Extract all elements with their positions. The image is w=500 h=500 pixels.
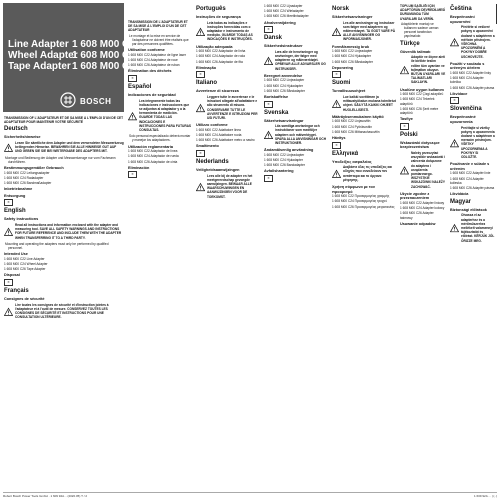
subheading: Ändamålsenlig användning — [264, 148, 314, 153]
subheading: Turvallisuusohjeet — [332, 89, 366, 94]
column-4: 1 608 M00 C22 Lijnadapter 1 608 M00 C24 Wieladapter 1 608 M00 C26 Meetlintadapter Afvalverwijdering ✕ Dansk Sikkerhedsinstrukser Læs alle de henvisninger og anvisninger, der følger med adapteren og måleværktøjet. OPBEVAR ALLE ADVARSLER OG INSTRUKSER. Beregnet anvendelse 1 608 M00 C22 Linjeadapter 1 608 M00 C24 Hjuladapter 1 608 M00 C26 Båndadapter Bortskaffelse ✕ Svenska Säkerhetsanvisningar Läs samtliga anvisningar och instruktioner som medföljer adaptern och mätverktyget. SPARA ALLA ANVISNINGAR OCH INSTRUKTIONER. Ändamålsenlig användning 1 608 M00 C22 Linjeadapter 1 608 M00 C24 Hjuladapter 1 608 M00 C26 Bandadapter Avfallshantering ✕ — [264, 4, 326, 181]
warning-triangle-icon — [332, 165, 341, 183]
section-heading-suomi: Suomi — [332, 80, 351, 87]
section-heading-dansk: Dansk — [264, 35, 283, 42]
section-heading-italiano: Italiano — [196, 80, 218, 87]
subheading: Sikkerhetsanvisninger — [332, 15, 373, 19]
subheading: Bezpečnostné upozornenia — [450, 115, 476, 124]
footer-left: Robert Bosch Power Tools GmbH · 1 609 92A... (2020.05) T / 2 — [3, 494, 88, 498]
subheading: Biztonsági előírások — [450, 207, 487, 212]
subheading: Utilisation conforme — [128, 48, 165, 53]
section-heading-deutsch: Deutsch — [4, 126, 28, 133]
subheading: Tasfiye — [400, 117, 413, 122]
subheading: Beregnet anvendelse — [264, 73, 303, 78]
column-3: Português Instruções de segurança Leia todas as indicações e instruções fornecidas com o adaptador e instrumento de medição. GUARDE TODAS AS INDICAÇÕES E INSTRUÇÕES. Utilização adequada 1 608 M00 C22 Adaptador de linha 1 608 M00 C24 Adaptador de roda 1 608 M00 C26 Adaptador de fita Eliminação ✕ Italiano Avvertenze di sicurezza Leggere tutte le avvertenze e le istruzioni allegate all'adattatore e allo strumento di misura. CONSERVARE TUTTE LE AVVERTENZE E ISTRUZIONI PER USI FUTURI. Utilizzo conforme 1 608 M00 C22 Adattatore linea 1 608 M00 C24 Adattatore ruota 1 608 M00 C26 Adattatore metro a nastro Smaltimento ✕ Nederlands Veiligheidsaanwijzingen Lees alle bij de adapter en het meetgereedschap gevoegde aanwijzingen. BEWAAR ALLE WAARSCHUWINGEN EN AANWIJZINGEN VOOR DE TOEKOMST. — [196, 4, 260, 490]
subheading: Entsorgung — [4, 193, 26, 198]
recycle-bin-icon: ✕ — [400, 123, 409, 130]
subheading: Güvenlik talimatı — [400, 49, 431, 54]
subheading: Utilización reglamentaria — [128, 144, 173, 149]
warning-triangle-icon — [450, 25, 459, 60]
subheading: Consignes de sécurité — [4, 297, 45, 302]
subheading: Deponering — [332, 65, 354, 70]
subheading: Indicaciones de seguridad — [128, 93, 176, 98]
subheading: Používanie v súlade s určením — [450, 162, 490, 171]
section-heading-norsk: Norsk — [332, 6, 350, 12]
warning-triangle-icon — [4, 141, 13, 155]
title-line-3: Tape Adapter1 608 M00 C26 — [8, 61, 141, 72]
bosch-logo-icon — [60, 92, 76, 108]
subheading: Inbetriebnahme — [4, 187, 33, 192]
section-heading-magyar: Magyar — [450, 198, 472, 205]
subheading: Bezpečnostní upozornění — [450, 15, 475, 24]
warning-triangle-icon — [196, 21, 205, 43]
subheading: Wskazówki dotyczące bezpieczeństwa — [400, 140, 440, 150]
subheading: Formålsmessig bruk — [332, 44, 370, 49]
recycle-bin-icon: ✕ — [128, 75, 137, 82]
subheading: Likvidace — [450, 91, 468, 96]
warning-triangle-icon — [4, 303, 13, 321]
section-heading-portugues: Português — [196, 6, 226, 12]
subheading: Avvertenze di sicurezza — [196, 89, 239, 94]
warning-triangle-icon — [196, 95, 205, 121]
subheading: Likvidácia — [450, 192, 469, 197]
warning-triangle-icon — [400, 151, 409, 190]
subheading: Utilizzo conforme — [196, 123, 228, 128]
section-heading-francais: Français — [4, 288, 29, 295]
subheading: Säkerhetsanvisningar — [264, 118, 304, 123]
brand-name: BOSCH — [80, 97, 112, 106]
subheading: Afvalverwijdering — [264, 20, 296, 25]
subheading: Bestimmungsgemäßer Gebrauch — [4, 166, 64, 171]
title-line-1: Line Adapter 1 608 M00 C22 — [8, 39, 141, 50]
subheading: Usulüne uygun kullanım — [400, 87, 444, 92]
subheading: Utilização adequada — [196, 44, 233, 49]
column-2: TRANSMISSION DE L'ADAPTATEUR ET DE SA MISE À L'EMPLOI D'UN DE CET ADAPTATEUR Le montage et la mise en service de l'adaptateur ne doivent être réalisés que par des personnes qualifiées. Utilisation conforme 1 608 M00 C22 Adaptateur de ligne laser 1 608 M00 C24 Adaptateur de roue 1 608 M00 C26 Adaptateur de ruban Élimination des déchets ✕ Español Indicaciones de seguridad Lea íntegramente todas las indicaciones e instrucciones que se adjuntan al adaptador y a la herramienta de medición. GUARDE TODAS LAS INDICACIONES E INSTRUCCIONES PARA FUTURAS CONSULTAS. Solo personal especializado deberá montar y manejar los adaptadores. Utilización reglamentaria 1 608 M00 C22 Adaptador de línea 1 608 M00 C24 Adaptador de rueda 1 608 M00 C26 Adaptador de cinta Eliminación ✕ — [128, 20, 192, 177]
recycle-bin-icon: ✕ — [332, 142, 341, 149]
recycle-bin-icon: ✕ — [4, 279, 13, 286]
section-heading-espanol: Español — [128, 84, 152, 91]
warning-triangle-icon — [332, 21, 341, 43]
subheading: Usuwanie odpadów — [400, 221, 436, 226]
subheading: Smaltimento — [196, 144, 219, 149]
column-5: Norsk Sikkerhetsanvisninger Les alle anvisninger og instrukser som følger med adapteren og måleverktøyet. TA GODT VARE PÅ ALLE ANVISNINGER OG INFORMASJONER. Formålsmessig bruk 1 608 M00 C22 Linjeadapter 1 608 M00 C24 Hjuladapter 1 608 M00 C26 Båndadapter Deponering ✕ Suomi Turvallisuusohjeet Lue kaikki sovittimen ja mittaustyökalun mukana toimitetut ohjeet. SÄILYTÄ KAIKKI OHJEET HUOLELLISESTI. Määräyksenmukainen käyttö 1 608 M00 C22 Linjasovitin 1 608 M00 C24 Pyöräsovitin 1 608 M00 C26 Mittanauhasovitin Hävitys ✕ Ελληνικά Υποδείξεις ασφαλείας Διαβάστε όλες τις υποδείξεις και οδηγίες που συνοδεύουν τον αντάπτορα και το όργανο μέτρησης. Χρήση σύμφωνα με τον προορισμό 1 608 M00 C22 Προσαρμογέας γραμμής 1 608 M00 C24 Προσαρμογέας τροχού 1 608 M00 C26 Προσαρμογέας μετροταινίας — [332, 6, 396, 209]
title-line-2: Wheel Adapter1 608 M00 C24 — [8, 50, 141, 61]
warning-triangle-icon — [128, 99, 137, 134]
section-heading-cestina: Čeština — [450, 6, 472, 12]
column-6: TOPLUM SAĞLIĞI İÇİN ADAPTÖRÜN DEVREDİLMESİ DURUMUNDA TÜM UYARILARI DA VERİN. Adaptörlerin montajı ve kullanımı sadece uzman personel tarafından yapılmalıdır. Türkçe Güvenlik talimatı Adaptör ve ölçme aleti ile birlikte teslim edilen tüm uyarıları ve talimatları okuyun. BÜTÜN UYARILARI VE TALİMATLARI SAKLAYIN. Usulüne uygun kullanım 1 608 M00 C22 Çizgi adaptörü 1 608 M00 C24 Tekerlek adaptörü 1 608 M00 C26 Şerit metre adaptörü Tasfiye ✕ Polski Wskazówki dotyczące bezpieczeństwa Należy przeczytać wszystkie wskazówki i zalecenia dołączone do adaptera i urządzenia pomiarowego. WSZYSTKIE WSKAZÓWKI NALEŻY ZACHOWAĆ. Użycie zgodne z przeznaczeniem 1 608 M00 C22 Adapter liniowy 1 608 M00 C24 Adapter kołowy 1 608 M00 C26 Adapter taśmowy Usuwanie odpadów — [400, 4, 446, 226]
section-heading-polski: Polski — [400, 131, 418, 138]
section-heading-ellinika: Ελληνικά — [332, 150, 359, 157]
column-1: TRANSMISSION OF L'ADAPTATEUR ET DE SA MISE À L'EMPLOI D'UN DE CET ADAPTATEUR POUR MAINTENIR VOTRE SÉCURITÉ Deutsch Sicherheitshinweise Lesen Sie sämtliche dem Adapter und dem verwendeten Messwerkzeug beiliegenden Hinweise. BEWAHREN SIE ALLE HINWEISE GUT AUF UND GEBEN SIE SIE BEI WEITERGABE DES ADAPTERS MIT. Montage und Bedienung der Adapter und Messwerkzeuge nur vom Fachmann durchführen. Bestimmungsgemäßer Gebrauch 1 608 M00 C22 Leitungsadapter 1 608 M00 C24 Radadapter 1 608 M00 C26 Bandmaßadapter Inbetriebnahme Entsorgung ✕ English Safety instructions Read all instructions and information enclosed with the adapter and measuring tool. SAVE ALL SAFETY WARNINGS AND INSTRUCTIONS FOR FUTURE REFERENCE AND INCLUDE THEM WITH THE ADAPTER WHEN TRANSFERRING IT TO A THIRD PARTY. Mounting and operating the adapters must only be performed by qualified personnel. Intended Use 1 608 M00 C22 Line Adapter 1 608 M00 C24 Wheel Adapter 1 608 M00 C26 Tape Adapter Disposal ✕ Français Consignes de sécurité Lire toutes les consignes de sécurité et d'instruction jointes à l'adaptateur et à l'outil de mesure. CONSERVEZ TOUTES LES CONSIGNES DE SÉCURITÉ ET INSTRUCTIONS POUR UNE CONSULTATION ULTÉRIEURE. — [4, 116, 124, 320]
recycle-bin-icon: ✕ — [196, 71, 205, 78]
subheading: Élimination des déchets — [128, 69, 172, 74]
subheading: Użycie zgodne z przeznaczeniem — [400, 191, 430, 201]
recycle-bin-icon: ✕ — [196, 150, 205, 157]
subheading: Sicherheitshinweise — [4, 135, 41, 140]
subheading: Safety instructions — [4, 217, 39, 222]
warning-block: Lesen Sie sämtliche dem Adapter und dem verwendeten Messwerkzeug beiliegenden Hinweise. BEWAHREN SIE ALLE HINWEISE GUT AUF UND GEBEN SIE SIE BEI WEITERGABE DES ADAPTERS MIT. — [4, 141, 124, 155]
subheading: Eliminación — [128, 165, 150, 170]
subheading: Χρήση σύμφωνα με τον προορισμό — [332, 185, 375, 194]
subheading: Disposal — [4, 273, 20, 278]
bullet-text: Montage und Bedienung der Adapter und Messwerkzeuge nur vom Fachmann durchführen. — [5, 155, 116, 164]
warning-triangle-icon — [196, 174, 205, 200]
warning-triangle-icon — [400, 55, 409, 85]
warning-triangle-icon — [450, 126, 459, 161]
section-heading-turkce: Türkçe — [400, 40, 420, 47]
caps-text: TRANSMISSION OF L'ADAPTATEUR ET DE SA MISE À L'EMPLOI D'UN DE CET ADAPTATEUR POUR MAINTENIR VOTRE SÉCURITÉ — [4, 116, 124, 125]
recycle-bin-icon: ✕ — [4, 199, 13, 206]
warning-block: Lire toutes les consignes de sécurité et d'instruction jointes à l'adaptateur et à l'outil de mesure. CONSERVEZ TOUTES LES CONSIGNES DE SÉCURITÉ ET INSTRUCTIONS POUR UNE CONSULTATION ULTÉRIEURE. — [4, 303, 124, 321]
warning-block: Read all instructions and information enclosed with the adapter and measuring tool. SAVE ALL SAFETY WARNINGS AND INSTRUCTIONS FOR FUTURE REFERENCE AND INCLUDE THEM WITH THE ADAPTER WHEN TRANSFERRING IT TO A THIRD PARTY. — [4, 223, 124, 241]
edge-marker — [496, 4, 497, 24]
warning-triangle-icon — [332, 95, 341, 113]
warning-triangle-icon — [264, 50, 273, 72]
subheading: Použití v souladu s určeným účelem — [450, 61, 485, 71]
disposal-note — [4, 279, 124, 286]
column-7: Čeština Bezpečnostní upozornění Přečtěte si veškeré pokyny a upozornění dodané s adaptérem a měřicím přístrojem. VŠECHNA UPOZORNĚNÍ A POKYNY DOBŘE USCHOVEJTE. Použití v souladu s určeným účelem 1 608 M00 C22 Adaptér linky 1 608 M00 C24 Adaptér kolečka 1 608 M00 C26 Adaptér pásma Likvidace ✕ Slovenčina Bezpečnostné upozornenia Prečítajte si všetky pokyny a upozornenia dodané s adaptérom a meracím prístrojom. VŠETKY UPOZORNENIA A POKYNY SI ODLOŽTE. Používanie v súlade s určením 1 608 M00 C22 Adaptér línie 1 608 M00 C24 Adaptér kolieska 1 608 M00 C26 Adaptér pásma Likvidácia Magyar Biztonsági előírások Olvassa el az adapterhez és a mérőműszerhez mellékelt valamennyi tájékoztatót és előírást. KÉRJÜK JÓL ŐRIZZE MEG. — [450, 6, 495, 243]
section-heading-svenska: Svenska — [264, 109, 289, 116]
subheading: Määräyksenmukainen käyttö — [332, 114, 384, 119]
warning-triangle-icon — [264, 124, 273, 146]
recycle-bin-icon: ✕ — [332, 71, 341, 78]
subheading: Instruções de segurança — [196, 15, 241, 19]
section-heading-english: English — [4, 208, 26, 215]
warning-triangle-icon — [450, 213, 459, 243]
recycle-bin-icon: ✕ — [264, 175, 273, 182]
subheading: Eliminação — [196, 65, 217, 70]
subheading: Sikkerhedsinstrukser — [264, 44, 303, 49]
recycle-bin-icon: ✕ — [264, 26, 273, 33]
subheading: Veiligheidsaanwijzingen — [196, 168, 240, 173]
recycle-bin-icon: ✕ — [264, 101, 273, 108]
section-heading-nederlands: Nederlands — [196, 159, 229, 166]
subheading: Intended Use — [4, 252, 28, 257]
subheading: Hävitys — [332, 136, 346, 141]
subheading: Bortskaffelse — [264, 95, 289, 100]
recycle-bin-icon: ✕ — [128, 171, 137, 178]
section-heading-slovencina: Slovenčina — [450, 106, 482, 113]
recycle-bin-icon: ✕ — [450, 97, 459, 104]
footer-right: 1 609 92A ... | (..) — [474, 494, 497, 498]
disposal-note — [4, 199, 124, 206]
warning-triangle-icon — [4, 223, 13, 241]
subheading: Υποδείξεις ασφαλείας — [332, 159, 372, 164]
footer — [3, 492, 497, 499]
subheading: Avfallshantering — [264, 169, 294, 174]
